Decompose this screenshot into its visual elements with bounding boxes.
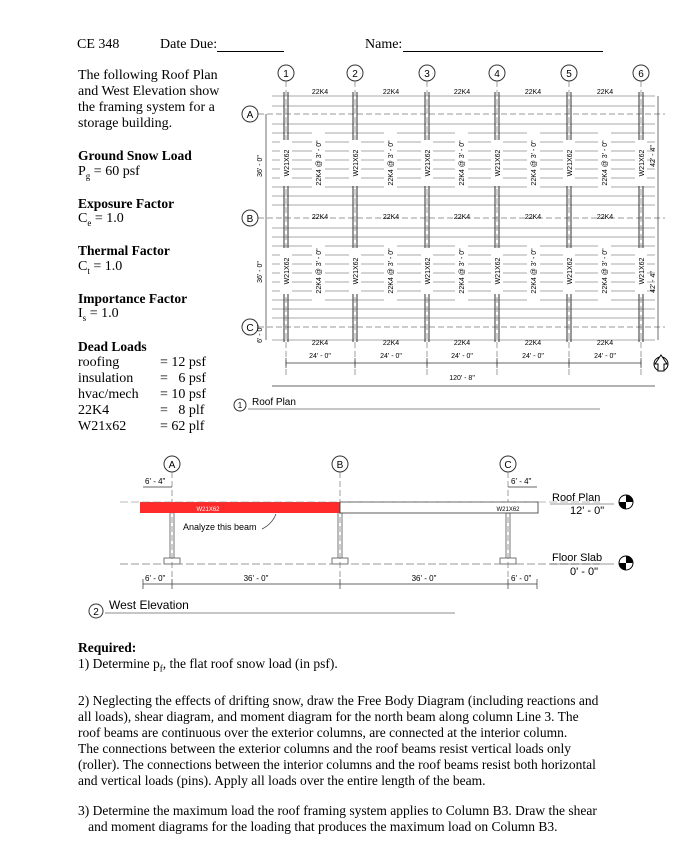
bottom-dim-span: 36' - 0" xyxy=(411,574,437,583)
intro-text: The following Roof Plan and West Elevation show the framing system for a storage building. xyxy=(78,68,220,131)
column-bubbles xyxy=(278,65,649,81)
analyzed-beam xyxy=(140,502,340,513)
row-letter: A xyxy=(246,110,254,121)
total-dim: 120' - 8" xyxy=(449,375,475,382)
level-marker-icon xyxy=(619,556,633,570)
importance-heading: Importance Factor xyxy=(78,291,188,306)
question-2: 2) Neglecting the effects of drifting snow, draw the Free Body Diagram (including reactions and all loads), shear diagram, and moment diagram for the north beam along column Line 3. The roof beams are continuous over the exterior columns, are connected at the interior column. The connections between the exterior columns and the roof beams resist vertical loads only (roller). The connections between the interior columns and the roof beams resist both horizontal and vertical loads (pins). Apply all loads over the entire length of the beam. xyxy=(78,692,599,788)
beam-label: W21X62 xyxy=(496,507,520,513)
required-heading: Required: xyxy=(78,640,137,655)
analyze-note: Analyze this beam xyxy=(183,522,257,532)
thermal-heading: Thermal Factor xyxy=(78,243,170,258)
girder-label: W21X62 xyxy=(353,257,360,285)
bay-dim: 24' - 0" xyxy=(451,353,473,360)
date-due-label: Date Due: xyxy=(160,37,218,52)
girder-label: W21X62 xyxy=(495,257,502,285)
joist-label: 22K4 xyxy=(524,214,542,221)
column-number: 5 xyxy=(566,69,572,80)
bay-dim: 24' - 0" xyxy=(594,353,616,360)
right-dim-label: 42' - 4" xyxy=(650,271,657,293)
question-1: 1) Determine $p_f$, the flat roof snow load (in psf). xyxy=(78,656,338,674)
name-label: Name: xyxy=(365,37,403,52)
course-code: CE 348 xyxy=(77,37,120,52)
view-number: 2 xyxy=(93,607,99,618)
joist-label: 22K4 xyxy=(596,89,614,96)
floor-level-value: 0' - 0" xyxy=(570,566,599,578)
girder-label: W21X62 xyxy=(639,257,646,285)
joist-label: 22K4 xyxy=(382,89,400,96)
thermal-value: $C_t = 1.0$ xyxy=(78,259,123,276)
dim-36-label: 36' - 0" xyxy=(257,261,264,283)
joist-label: 22K4 xyxy=(453,214,471,221)
ground-snow-value: $P_g = 60$ psf xyxy=(78,164,140,181)
roof-level-title: Roof Plan xyxy=(552,492,601,504)
dead-loads-heading: Dead Loads xyxy=(78,339,147,354)
joist-label: 22K4 xyxy=(311,340,329,347)
view-number: 1 xyxy=(237,401,243,410)
importance-value: $I_s = 1.0$ xyxy=(78,306,119,323)
overhang-dim-right: 6' - 4" xyxy=(511,477,532,486)
question-3: 3) Determine the maximum load the roof framing system applies to Column B3. Draw the shear and moment diagrams for the loading that produces the maximum load on Column B3. xyxy=(78,802,597,834)
joist-spacing-label: 22K4 @ 3' - 0" xyxy=(602,140,609,186)
joist-spacing-label: 22K4 @ 3' - 0" xyxy=(531,248,538,294)
right-dim-label: 42' - 4" xyxy=(650,145,657,167)
exposure-value: $C_e = 1.0$ xyxy=(78,211,124,228)
column-number: 4 xyxy=(494,69,500,80)
dim-36-label: 36' - 0" xyxy=(257,155,264,177)
grid-letter: C xyxy=(504,460,512,471)
joist-spacing-label: 22K4 @ 3' - 0" xyxy=(602,248,609,294)
floor-level-title: Floor Slab xyxy=(552,552,603,564)
dead-load-row: insulation = 6 psf xyxy=(78,371,207,386)
dead-load-row: hvac/mech = 10 psf xyxy=(78,387,207,402)
girder-label: W21X62 xyxy=(353,149,360,177)
roof-plan-drawing xyxy=(0,0,675,420)
girder-label: W21X62 xyxy=(495,149,502,177)
girder-label: W21X62 xyxy=(639,149,646,177)
bay-dim: 24' - 0" xyxy=(309,353,331,360)
column-number: 1 xyxy=(283,69,289,80)
north-arrow-icon xyxy=(654,355,668,371)
dead-load-row: 22K4 = 8 plf xyxy=(78,403,205,418)
ground-snow-heading: Ground Snow Load xyxy=(78,148,192,163)
joist-label: 22K4 xyxy=(524,340,542,347)
overhang-dim-left: 6' - 4" xyxy=(145,477,166,486)
girder-label: W21X62 xyxy=(567,149,574,177)
required-section xyxy=(78,640,638,835)
joist-spacing-label: 22K4 @ 3' - 0" xyxy=(531,140,538,186)
exposure-heading: Exposure Factor xyxy=(78,196,175,211)
column-number: 2 xyxy=(352,69,358,80)
west-elevation-drawing xyxy=(0,450,675,625)
grid-letter: A xyxy=(168,460,176,471)
joist-label: 22K4 xyxy=(453,340,471,347)
beam-label: W21X62 xyxy=(196,507,220,513)
joist-spacing-label: 22K4 @ 3' - 0" xyxy=(316,140,323,186)
girder-label: W21X62 xyxy=(567,257,574,285)
joist-label: 22K4 xyxy=(382,214,400,221)
joist-spacing-label: 22K4 @ 3' - 0" xyxy=(459,140,466,186)
row-letter: C xyxy=(246,323,254,334)
bottom-dim-right: 6' - 0" xyxy=(511,574,532,583)
joist-spacing-label: 22K4 @ 3' - 0" xyxy=(388,140,395,186)
joist-label: 22K4 xyxy=(382,340,400,347)
joist-spacing-label: 22K4 @ 3' - 0" xyxy=(459,248,466,294)
dim-6-label: 6' - 0" xyxy=(257,325,264,343)
bottom-dim-left: 6' - 0" xyxy=(145,574,166,583)
girder-label: W21X62 xyxy=(284,257,291,285)
girder-label: W21X62 xyxy=(284,149,291,177)
girder-label: W21X62 xyxy=(425,149,432,177)
joist-label: 22K4 xyxy=(311,214,329,221)
joist-label: 22K4 xyxy=(596,214,614,221)
roof-level-value: 12' - 0" xyxy=(570,505,605,517)
row-letter: B xyxy=(246,214,254,225)
joist-label: 22K4 xyxy=(311,89,329,96)
view-title: West Elevation xyxy=(109,598,189,612)
grid-letter: B xyxy=(336,460,344,471)
column-number: 6 xyxy=(638,69,644,80)
joist-spacing-label: 22K4 @ 3' - 0" xyxy=(388,248,395,294)
column-number: 3 xyxy=(424,69,430,80)
dead-load-row: W21x62 = 62 plf xyxy=(78,419,205,434)
girder-label: W21X62 xyxy=(425,257,432,285)
joist-spacing-label: 22K4 @ 3' - 0" xyxy=(316,248,323,294)
joist-label: 22K4 xyxy=(453,89,471,96)
joist-label: 22K4 xyxy=(596,340,614,347)
bay-dim: 24' - 0" xyxy=(380,353,402,360)
dead-load-row: roofing = 12 psf xyxy=(78,355,207,370)
joist-label: 22K4 xyxy=(524,89,542,96)
bay-dim: 24' - 0" xyxy=(522,353,544,360)
bottom-dim-span: 36' - 0" xyxy=(243,574,269,583)
level-marker-icon xyxy=(619,495,633,509)
view-title: Roof Plan xyxy=(252,397,296,408)
